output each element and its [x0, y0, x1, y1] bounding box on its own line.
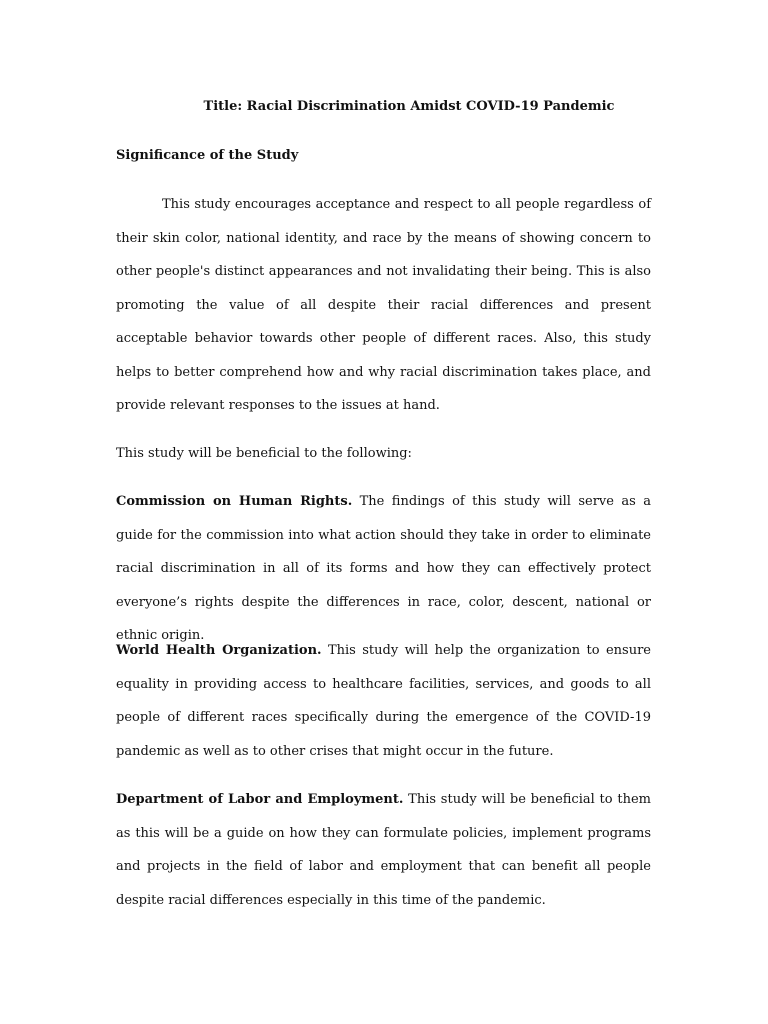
beneficiary-paragraph-who [116, 634, 651, 768]
beneficiary-paragraph-chr [116, 485, 651, 653]
beneficiary-text: The findings of this study will serve as a guide for the commission into what action should they take in order to eliminate racial discrimination in all of its forms and how they can effectively protect everyone’s rights despite the differences in race, color, descent, national or ethnic origin. [116, 494, 651, 643]
beneficiaries-intro: This study will be beneficial to the following: [116, 446, 412, 461]
intro-paragraph: This study encourages acceptance and respect to all people regardless of their skin color, national identity, and race by the means of showing concern to other people's distinct appearances and not invalidating their being. This is also promoting the value of all despite their racial differences and present acceptable behavior towards other people of different races. Also, this study helps to better comprehend how and why racial discrimination takes place, and provide relevant responses to the issues at hand. [116, 197, 651, 413]
beneficiary-text: This study will be beneficial to them as this will be a guide on how they can formulate policies, implement programs and projects in the field of labor and employment that can benefit all people despite racial differences especially in this time of the pandemic. [116, 792, 651, 908]
beneficiary-paragraph-dole [116, 783, 651, 917]
beneficiary-name: Department of Labor and Employment. [116, 792, 404, 807]
beneficiary-name: Commission on Human Rights. [116, 494, 353, 509]
document-title: Title: Racial Discrimination Amidst COVID-19 Pandemic [203, 99, 615, 114]
section-heading: Significance of the Study [116, 148, 299, 163]
beneficiary-name: World Health Organization. [116, 643, 322, 658]
beneficiary-text: This study will help the organization to ensure equality in providing access to healthcare facilities, services, and goods to all people of different races specifically during the emergence of the COVID-19 pandemic as well as to other crises that might occur in the future. [116, 643, 651, 759]
